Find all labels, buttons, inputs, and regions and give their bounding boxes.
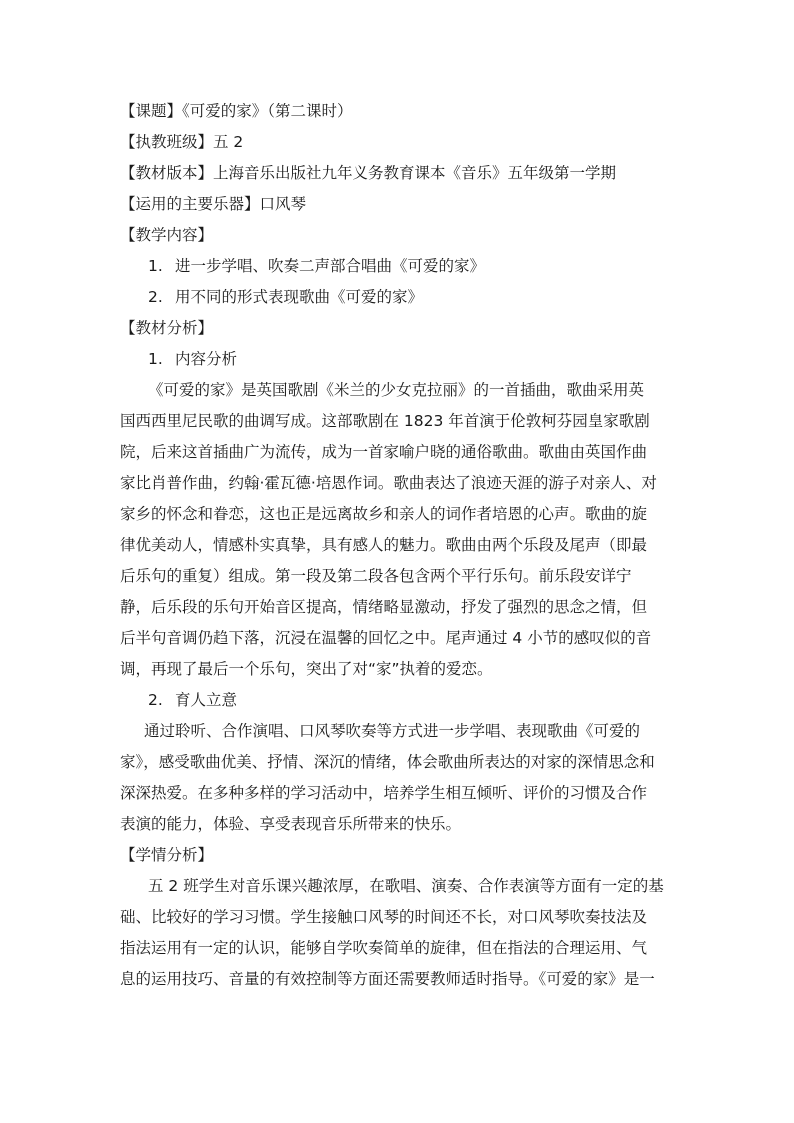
paragraph-line: 家比肖普作曲，约翰·霍瓦德·培恩作词。歌曲表达了浪迹天涯的游子对亲人、对 <box>120 474 657 492</box>
instrument-line: 【运用的主要乐器】口风琴 <box>120 195 307 213</box>
content-item-number: 2. <box>148 288 163 306</box>
sub-heading-title: 育人立意 <box>174 691 237 709</box>
paragraph-line: 后乐句的重复）组成。第一段及第二段各包含两个平行乐句。前乐段安详宁 <box>120 567 632 585</box>
paragraph-line: 调，再现了最后一个乐句，突出了对“家”执着的爱恋。 <box>120 660 493 678</box>
paragraph-line: 五 2 班学生对音乐课兴趣浓厚，在歌唱、演奏、合作表演等方面有一定的基 <box>148 877 664 895</box>
content-item-2 <box>120 282 676 313</box>
paragraph-line: 深深热爱。在多种多样的学习活动中，培养学生相互倾听、评价的习惯及合作 <box>120 784 648 802</box>
sub-heading-number: 1. <box>148 350 163 368</box>
material-analysis-heading: 【教材分析】 <box>120 319 214 337</box>
content-item-number: 1. <box>148 257 163 275</box>
paragraph-line: 息的运用技巧、音量的有效控制等方面还需要教师适时指导。《可爱的家》是一 <box>120 970 655 988</box>
content-analysis-paragraph <box>120 375 676 685</box>
analysis-sub-heading-1 <box>120 344 676 375</box>
sub-heading-title: 内容分析 <box>174 350 237 368</box>
student-analysis-paragraph <box>120 871 676 995</box>
student-analysis-heading: 【学情分析】 <box>120 846 214 864</box>
content-item-1 <box>120 251 676 282</box>
paragraph-line: 家乡的怀念和眷恋，这也正是远离故乡和亲人的词作者培恩的心声。歌曲的旋 <box>120 505 648 523</box>
paragraph-line: 后半句音调仍趋下落，沉浸在温馨的回忆之中。尾声通过 4 小节的感叹似的音 <box>120 629 652 647</box>
paragraph-line: 国西西里尼民歌的曲调写成。这部歌剧在 1823 年首演于伦敦柯芬园皇家歌剧 <box>120 412 650 430</box>
class-line: 【执教班级】五 2 <box>120 133 244 151</box>
paragraph-line: 院，后来这首插曲广为流传，成为一首家喻户晓的通俗歌曲。歌曲由英国作曲 <box>120 443 648 461</box>
paragraph-line: 《可爱的家》是英国歌剧《米兰的少女克拉丽》的一首插曲，歌曲采用英 <box>148 381 645 399</box>
document-body <box>120 96 676 995</box>
lesson-title-line: 【课题】《可爱的家》（第二课时） <box>120 102 353 120</box>
teaching-content-heading: 【教学内容】 <box>120 226 214 244</box>
paragraph-line: 静，后乐段的乐句开始音区提高，情绪略显激动，抒发了强烈的思念之情，但 <box>120 598 648 616</box>
paragraph-line: 律优美动人，情感朴实真挚，具有感人的魅力。歌曲由两个乐段及尾声（即最 <box>120 536 648 554</box>
education-purpose-paragraph <box>120 716 676 840</box>
edition-line: 【教材版本】上海音乐出版社九年义务教育课本《音乐》五年级第一学期 <box>120 164 617 182</box>
content-item-text: 进一步学唱、吹奏二声部合唱曲《可爱的家》 <box>174 257 485 275</box>
analysis-sub-heading-2 <box>120 685 676 716</box>
paragraph-line: 指法运用有一定的认识，能够自学吹奏简单的旋律，但在指法的合理运用、气 <box>120 939 648 957</box>
sub-heading-number: 2. <box>148 691 163 709</box>
paragraph-line: 家》，感受歌曲优美、抒情、深沉的情绪，体会歌曲所表达的对家的深情思念和 <box>120 753 655 771</box>
paragraph-line: 表演的能力，体验、享受表现音乐所带来的快乐。 <box>120 815 462 833</box>
content-item-text: 用不同的形式表现歌曲《可爱的家》 <box>174 288 423 306</box>
paragraph-line: 通过聆听、合作演唱、口风琴吹奏等方式进一步学唱、表现歌曲《可爱的 <box>144 722 641 740</box>
paragraph-line: 础、比较好的学习习惯。学生接触口风琴的时间还不长，对口风琴吹奏技法及 <box>120 908 648 926</box>
